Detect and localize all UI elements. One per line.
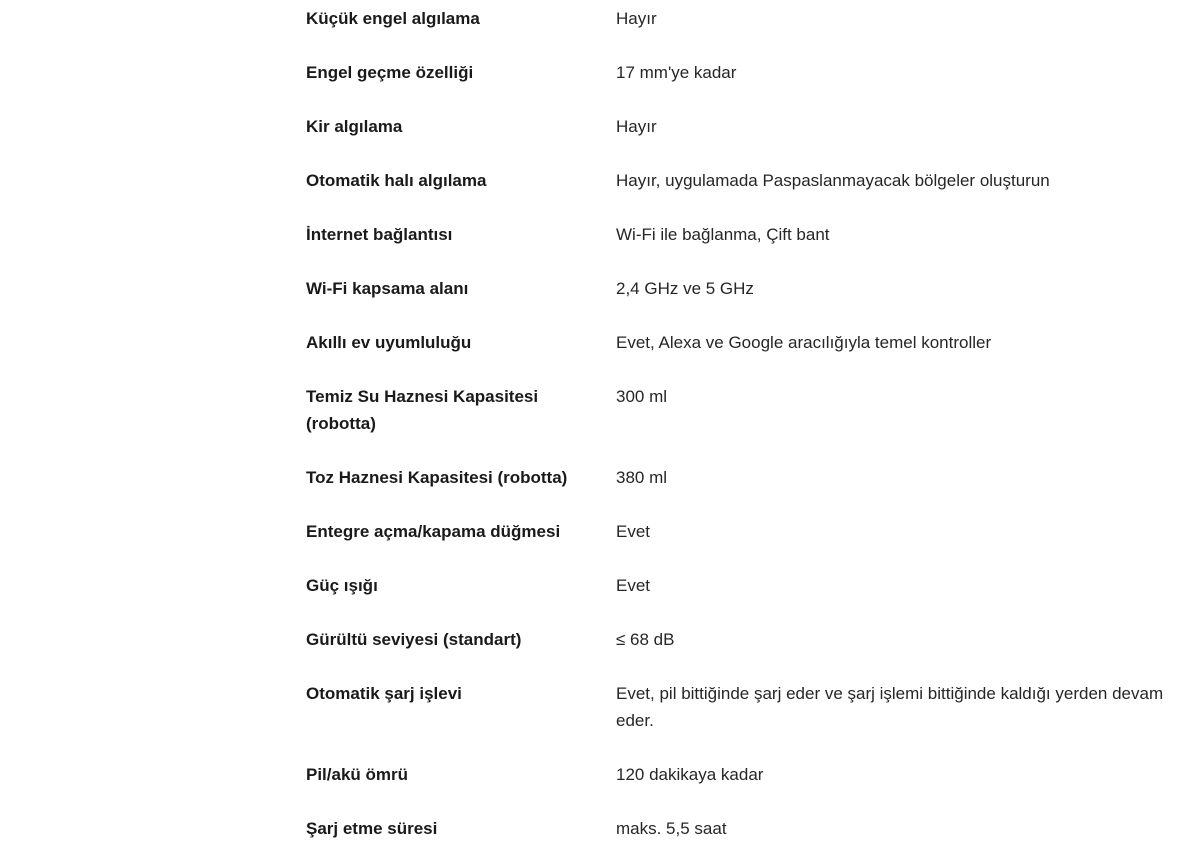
spec-label: Küçük engel algılama xyxy=(306,9,480,28)
spec-value: 17 mm'ye kadar xyxy=(616,63,737,82)
spec-row xyxy=(306,761,1175,788)
spec-row xyxy=(306,464,1175,491)
spec-row xyxy=(306,167,1175,194)
spec-label: Engel geçme özelliği xyxy=(306,63,474,82)
spec-label: Wi-Fi kapsama alanı xyxy=(306,279,469,298)
spec-value: Evet, pil bittiğinde şarj eder ve şarj işlemi bittiğinde kaldığı yerden devam eder. xyxy=(616,684,1164,730)
spec-row xyxy=(306,329,1175,356)
spec-label: Otomatik şarj işlevi xyxy=(306,684,462,703)
spec-value: Hayır, uygulamada Paspaslanmayacak bölgeler oluşturun xyxy=(616,171,1050,190)
spec-label: Temiz Su Haznesi Kapasitesi (robotta) xyxy=(306,387,539,433)
spec-value: 300 ml xyxy=(616,387,668,406)
spec-value: ≤ 68 dB xyxy=(616,630,675,649)
spec-value: 120 dakikaya kadar xyxy=(616,765,764,784)
spec-value: 380 ml xyxy=(616,468,668,487)
spec-row xyxy=(306,5,1175,32)
spec-row xyxy=(306,626,1175,653)
spec-label: Otomatik halı algılama xyxy=(306,171,487,190)
spec-row xyxy=(306,275,1175,302)
spec-label: Kir algılama xyxy=(306,117,403,136)
spec-value: maks. 5,5 saat xyxy=(616,819,727,838)
spec-row xyxy=(306,59,1175,86)
spec-label: İnternet bağlantısı xyxy=(306,225,453,244)
spec-row xyxy=(306,383,1175,437)
spec-row xyxy=(306,113,1175,140)
spec-row xyxy=(306,680,1175,734)
spec-label: Toz Haznesi Kapasitesi (robotta) xyxy=(306,468,568,487)
spec-label: Akıllı ev uyumluluğu xyxy=(306,333,472,352)
spec-value: Evet xyxy=(616,576,651,595)
spec-value: Wi-Fi ile bağlanma, Çift bant xyxy=(616,225,830,244)
spec-label: Güç ışığı xyxy=(306,576,378,595)
spec-row xyxy=(306,518,1175,545)
spec-label: Entegre açma/kapama düğmesi xyxy=(306,522,561,541)
spec-row xyxy=(306,572,1175,599)
spec-row xyxy=(306,221,1175,248)
spec-label: Pil/akü ömrü xyxy=(306,765,409,784)
spec-row xyxy=(306,815,1175,842)
spec-value: Evet xyxy=(616,522,651,541)
spec-value: Evet, Alexa ve Google aracılığıyla temel kontroller xyxy=(616,333,992,352)
spec-value: 2,4 GHz ve 5 GHz xyxy=(616,279,754,298)
spec-label: Şarj etme süresi xyxy=(306,819,438,838)
spec-value: Hayır xyxy=(616,117,657,136)
spec-value: Hayır xyxy=(616,9,657,28)
spec-label: Gürültü seviyesi (standart) xyxy=(306,630,522,649)
